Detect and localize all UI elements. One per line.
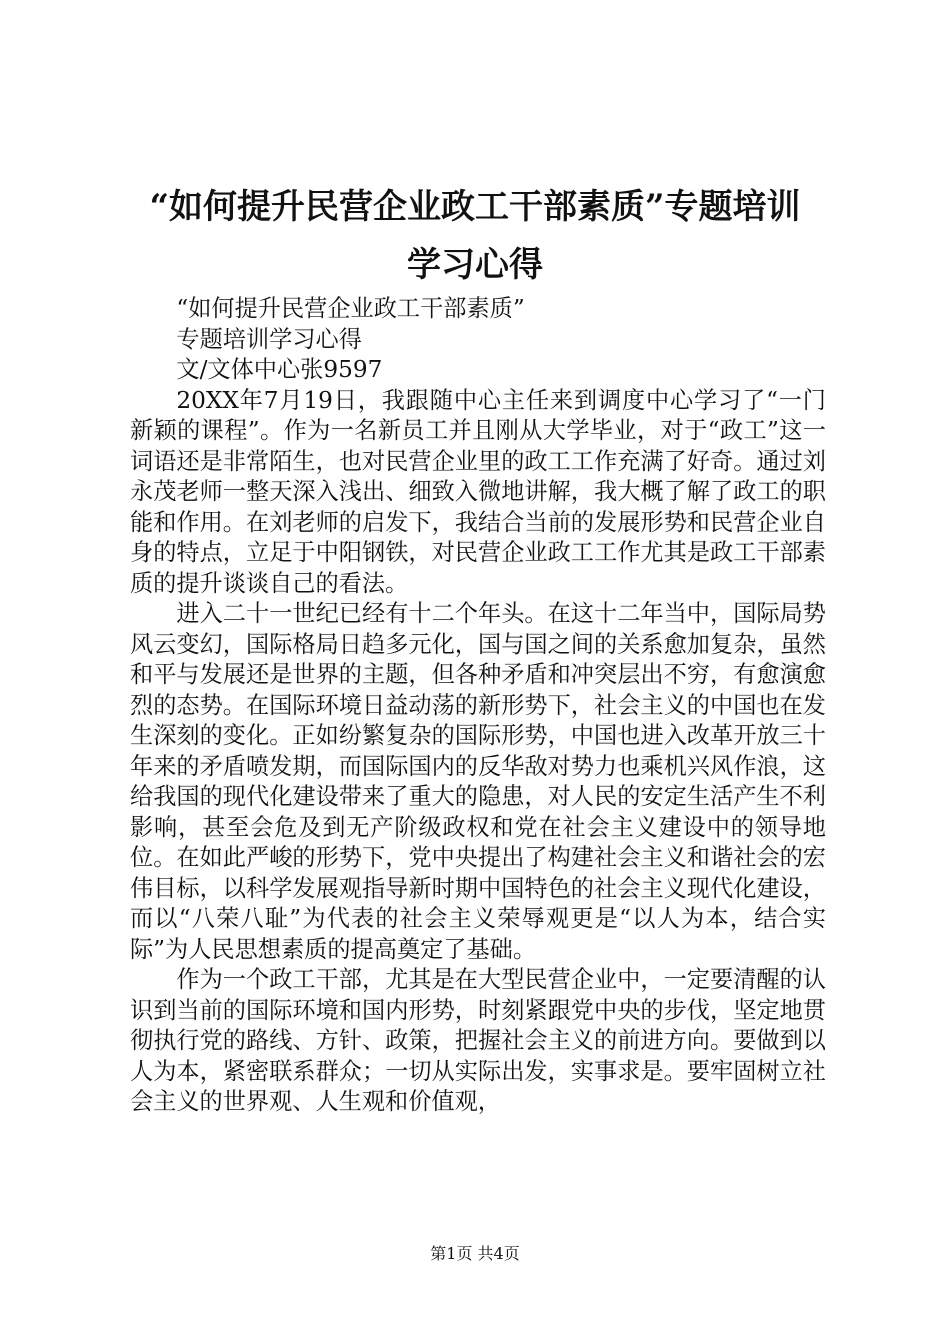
subtitle-line: 专题培训学习心得 [176,325,362,353]
page-footer: 第1页 共4页 [430,1244,520,1263]
document-body [130,294,826,1118]
title-line-2: 学习心得 [407,245,543,285]
author-line: 文/文体中心张9597 [176,356,383,383]
document-title [100,178,850,294]
paragraph: 20XX年7月19日，我跟随中心主任来到调度中心学习了“一门新颖的课程”。作为一名新员工并且刚从大学毕业，对于“政工”这一词语还是非常陌生，也对民营企业里的政工工作充满了好奇。通过刘永茂老师一整天深入浅出、细致入微地讲解，我大概了解了政工的职能和作用。在刘老师的启发下，我结合当前的发展形势和民营企业自身的特点，立足于中阳钢铁，对民营企业政工工作尤其是政工干部素质的提升谈谈自己的看法。 [130,386,826,597]
subtitle-line: “如何提升民营企业政工干部素质” [176,295,525,322]
paragraph: 进入二十一世纪已经有十二个年头。在这十二年当中，国际局势风云变幻，国际格局日趋多元化，国与国之间的关系愈加复杂，虽然和平与发展还是世界的主题，但各种矛盾和冲突层出不穷，有愈演愈烈的态势。在国际环境日益动荡的新形势下，社会主义的中国也在发生深刻的变化。正如纷繁复杂的国际形势，中国也进入改革开放三十年来的矛盾喷发期，而国际国内的反华敌对势力也乘机兴风作浪，这给我国的现代化建设带来了重大的隐患，对人民的安定生活产生不利影响，甚至会危及到无产阶级政权和党在社会主义建设中的领导地位。在如此严峻的形势下，党中央提出了构建社会主义和谐社会的宏伟目标，以科学发展观指导新时期中国特色的社会主义现代化建设，而以“八荣八耻”为代表的社会主义荣辱观更是“以人为本，结合实际”为人民思想素质的提高奠定了基础。 [130,600,826,963]
paragraph: 作为一个政工干部，尤其是在大型民营企业中，一定要清醒的认识到当前的国际环境和国内形势，时刻紧跟党中央的步伐，坚定地贯彻执行党的路线、方针、政策，把握社会主义的前进方向。要做到以人为本，紧密联系群众；一切从实际出发，实事求是。要牢固树立社会主义的世界观、人生观和价值观， [130,966,826,1115]
title-line-1: “如何提升民营企业政工干部素质”专题培训 [149,187,801,227]
